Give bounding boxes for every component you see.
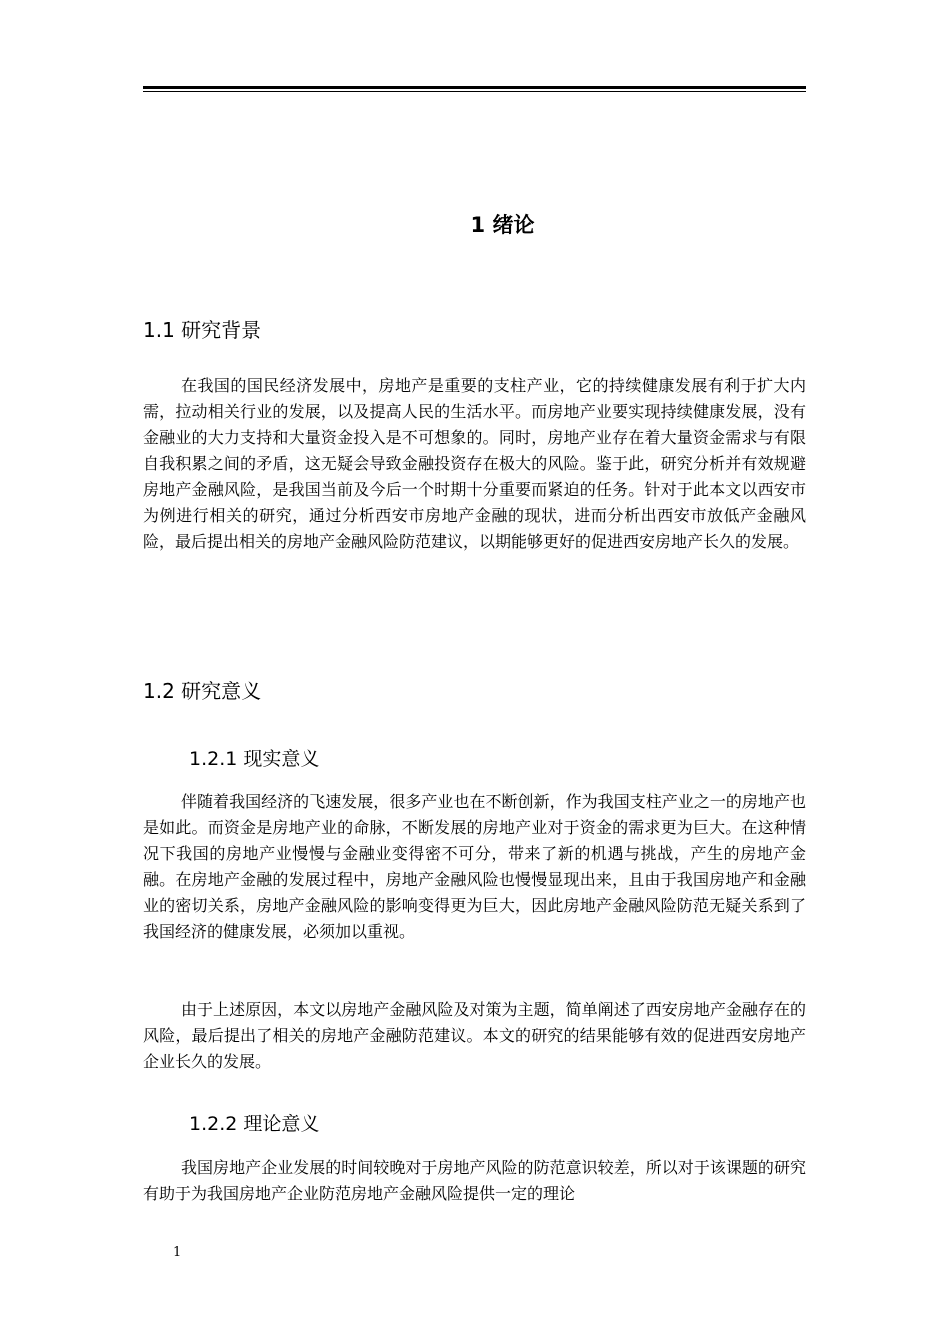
chapter-title: 1 绪论 (470, 213, 535, 237)
section-1-1-paragraph: 在我国的国民经济发展中，房地产是重要的支柱产业，它的持续健康发展有利于扩大内需，拉动相关行业的发展，以及提高人民的生活水平。而房地产业要实现持续健康发展，没有金融业的大力支持和大量资金投入是不可想象的。同时，房地产业存在着大量资金需求与有限自我积累之间的矛盾，这无疑会导致金融投资存在极大的风险。鉴于此，研究分析并有效规避房地产金融风险，是我国当前及今后一个时期十分重要而紧迫的任务。针对于此本文以西安市为例进行相关的研究，通过分析西安市房地产金融的现状，进而分析出西安市放低产金融风险，最后提出相关的房地产金融风险防范建议，以期能够更好的促进西安房地产长久的发展。 (143, 376, 806, 551)
section-1-2-1-paragraph-1: 伴随着我国经济的飞速发展，很多产业也在不断创新，作为我国支柱产业之一的房地产也是如此。而资金是房地产业的命脉，不断发展的房地产业对于资金的需求更为巨大。在这种情况下我国的房地产业慢慢与金融业变得密不可分，带来了新的机遇与挑战，产生的房地产金融。在房地产金融的发展过程中，房地产金融风险也慢慢显现出来，且由于我国房地产和金融业的密切关系，房地产金融风险的影响变得更为巨大，因此房地产金融风险防范无疑关系到了我国经济的健康发展，必须加以重视。 (143, 792, 806, 941)
section-heading-1-2-1: 1.2.1 现实意义 (189, 748, 320, 770)
page-number: 1 (173, 1245, 182, 1260)
section-heading-1-2-2: 1.2.2 理论意义 (189, 1113, 320, 1135)
section-1-2-1-paragraph-2: 由于上述原因，本文以房地产金融风险及对策为主题，简单阐述了西安房地产金融存在的风险，最后提出了相关的房地产金融防范建议。本文的研究的结果能够有效的促进西安房地产企业长久的发展。 (143, 1000, 806, 1071)
header-rule-thin (143, 91, 806, 92)
section-heading-1-1: 1.1 研究背景 (143, 318, 262, 342)
header-rule (143, 86, 806, 89)
section-1-2-2-paragraph: 我国房地产企业发展的时间较晚对于房地产风险的防范意识较差，所以对于该课题的研究有助于为我国房地产企业防范房地产金融风险提供一定的理论 (143, 1158, 806, 1203)
section-heading-1-2: 1.2 研究意义 (143, 679, 262, 703)
